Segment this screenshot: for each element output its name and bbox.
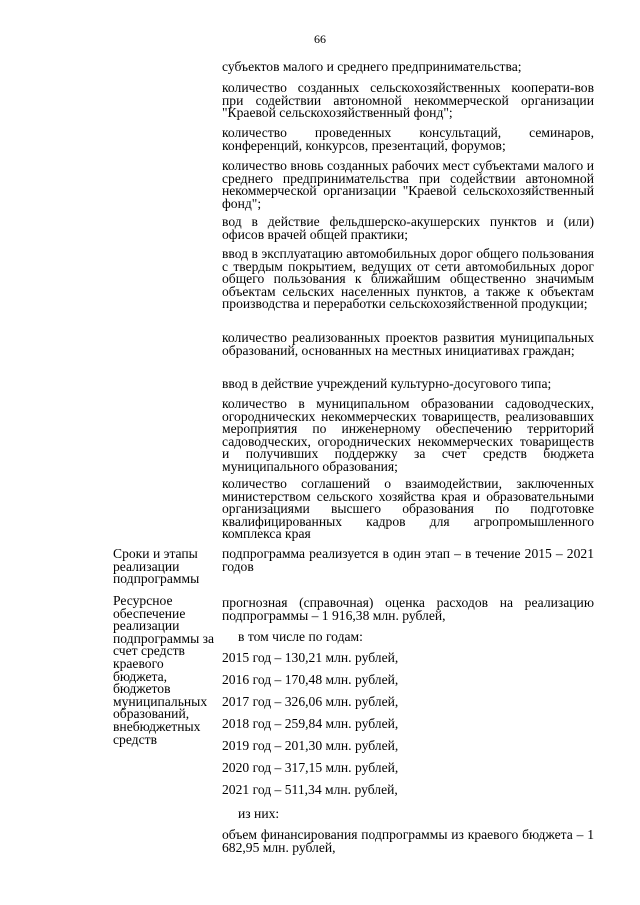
of-them-label: из них: xyxy=(238,806,280,821)
indicator-item: субъектов малого и среднего предпринимательства; xyxy=(222,59,522,74)
year-funding: 2019 год – 201,30 млн. рублей, xyxy=(222,738,399,753)
terms-text: подпрограмма реализуется в один этап – в течение 2015 – 2021 годов xyxy=(222,546,594,574)
indicator-item: ввод в эксплуатацию автомобильных дорог общего пользования с твердым покрытием, ведущих от сети автомобильных дорог общего пользования к ближайшим общественно значимым объектам сельских населенных пунктов, а также к объектам производства и переработки сельскохозяйственной продукции; xyxy=(222,246,594,312)
page-number: 66 xyxy=(314,32,326,46)
year-funding: 2015 год – 130,21 млн. рублей, xyxy=(222,650,399,665)
terms-label: Сроки и этапы реализации подпрограммы xyxy=(113,546,200,587)
resources-intro: прогнозная (справочная) оценка расходов на реализацию подпрограммы – 1 916,38 млн. рублей, xyxy=(222,595,594,623)
regional-budget-text: объем финансирования подпрограммы из краевого бюджета – 1 682,95 млн. рублей, xyxy=(222,827,594,855)
indicator-item: количество соглашений о взаимодействии, заключенных министерством сельского хозяйства края и образовательными организациями высшего образования по подготовке квалифицированных кадров для агропромышленного комплекса края xyxy=(222,476,594,542)
year-funding: 2018 год – 259,84 млн. рублей, xyxy=(222,716,399,731)
indicator-item: ввод в действие учреждений культурно-досугового типа; xyxy=(222,376,552,391)
indicator-item: количество реализованных проектов развития муниципальных образований, основанных на местных инициативах граждан; xyxy=(222,330,594,358)
year-funding: 2021 год – 511,34 млн. рублей, xyxy=(222,782,398,797)
indicator-item: количество в муниципальном образовании садоводческих, огороднических некоммерческих товариществ, реализовавших мероприятия по инженерному обеспечению территорий садоводческих, огороднических некоммерческих товариществ и получивших поддержку за счет средств бюджета муниципального образования; xyxy=(222,396,594,474)
indicator-item: количество вновь созданных рабочих мест субъектами малого и среднего предпринимательства при содействии автономной некоммерческой организации "Краевой сельскохозяйственный фонд"; xyxy=(222,158,594,211)
indicator-item: вод в действие фельдшерско-акушерских пунктов и (или) офисов врачей общей практики; xyxy=(222,214,594,242)
indicator-item: количество созданных сельскохозяйственных кооперати-вов при содействии автономной некоммерческой организации "Краевой сельскохозяйственный фонд"; xyxy=(222,80,594,121)
year-funding: 2020 год – 317,15 млн. рублей, xyxy=(222,760,399,775)
year-funding: 2017 год – 326,06 млн. рублей, xyxy=(222,694,399,709)
indicator-item: количество проведенных консультаций, семинаров, конференций, конкурсов, презентаций, форумов; xyxy=(222,125,594,153)
year-funding: 2016 год – 170,48 млн. рублей, xyxy=(222,672,399,687)
resources-label: Ресурсное обеспечение реализации подпрограммы за счет средств краевого бюджета, бюджетов муниципальных образований, внебюджетных средств xyxy=(113,593,215,747)
by-years-label: в том числе по годам: xyxy=(238,629,363,644)
